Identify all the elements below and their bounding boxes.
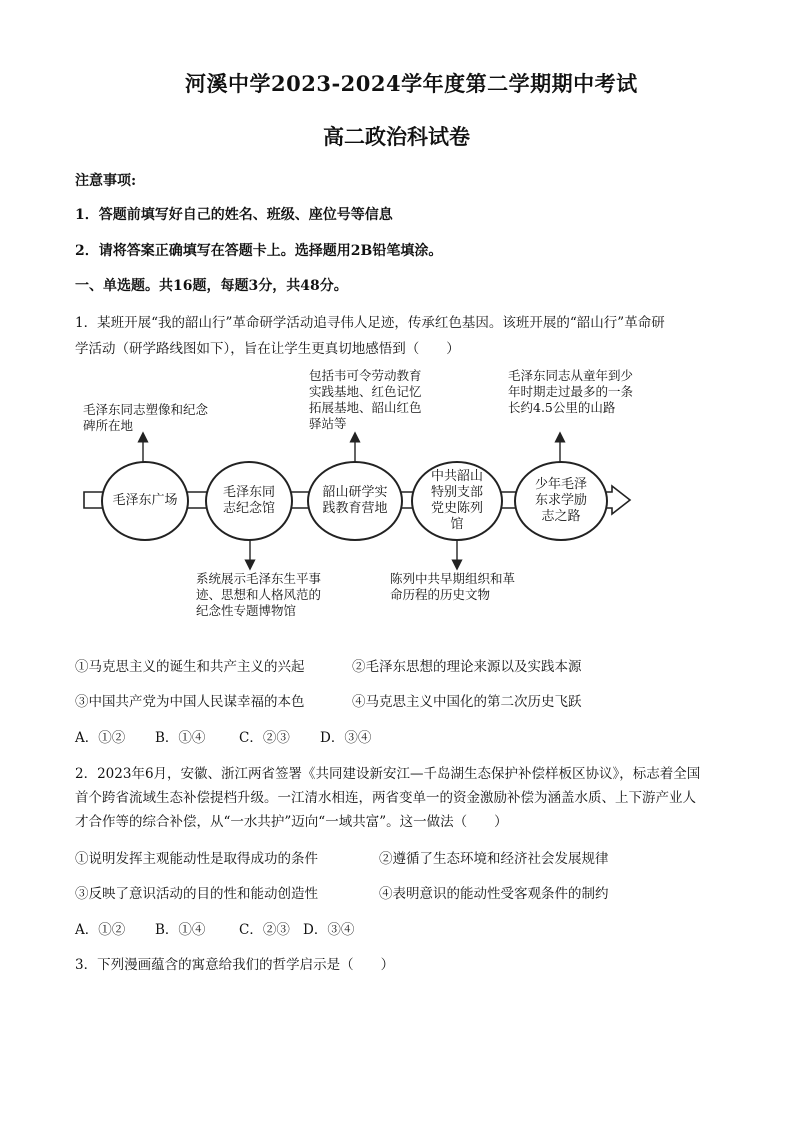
route-note: 毛泽东同志从童年到少年时期走过最多的一条长约4.5公里的山路 <box>508 368 634 415</box>
route-node-circle <box>101 461 189 541</box>
q1-choice-d[interactable]: D．③④ <box>320 730 372 746</box>
q2-option: ②遵循了生态环境和经济社会发展规律 <box>379 851 609 867</box>
route-note: 系统展示毛泽东生平事迹、思想和人格风范的纪念性专题博物馆 <box>196 571 322 618</box>
notice-heading: 注意事项: <box>75 173 137 189</box>
q1-choice-a[interactable]: A．①② <box>75 730 126 746</box>
q3-stem: 3．下列漫画蕴含的寓意给我们的哲学启示是（ ） <box>75 957 395 973</box>
q2-stem-line: 2．2023年6月，安徽、浙江两省签署《共同建设新安江—千岛湖生态保护补偿样板区协议》，标志着全国 <box>75 766 701 782</box>
exam-title: 河溪中学2023-2024学年度第二学期期中考试 <box>185 71 638 96</box>
q2-choice-b[interactable]: B．①④ <box>155 922 206 938</box>
q1-choice-c[interactable]: C．②③ <box>239 730 290 746</box>
q2-choice-c[interactable]: C．②③ <box>239 922 290 938</box>
notice-item: 2．请将答案正确填写在答题卡上。选择题用2B铅笔填涂。 <box>75 243 443 259</box>
section-heading: 一、单选题。共16题，每题3分，共48分。 <box>75 278 348 294</box>
q1-choice-b[interactable]: B．①④ <box>155 730 206 746</box>
q2-choice-a[interactable]: A．①② <box>75 922 126 938</box>
q1-option: ②毛泽东思想的理论来源以及实践本源 <box>352 659 582 675</box>
notice-item: 1．答题前填写好自己的姓名、班级、座位号等信息 <box>75 207 393 223</box>
q1-stem-line: 1．某班开展“我的韶山行”革命研学活动追寻伟人足迹，传承红色基因。该班开展的“韶山行”革命研 <box>75 315 665 331</box>
route-node-label: 韶山研学实践教育营地 <box>322 485 388 516</box>
route-node-circle <box>205 461 293 541</box>
q2-stem-line: 首个跨省流域生态补偿提档升级。一江清水相连，两省变单一的资金激励补偿为涵盖水质、上下游产业人 <box>75 790 696 806</box>
q2-stem-line: 才合作等的综合补偿，从“一水共护”迈向“一域共富”。这一做法（ ） <box>75 814 508 830</box>
route-node-label: 少年毛泽东求学励志之路 <box>534 477 587 524</box>
q2-option: ④表明意识的能动性受客观条件的制约 <box>379 886 609 902</box>
q2-option: ①说明发挥主观能动性是取得成功的条件 <box>75 851 318 867</box>
q1-option: ④马克思主义中国化的第二次历史飞跃 <box>352 694 582 710</box>
q1-stem-line: 学活动（研学路线图如下），旨在让学生更真切地感悟到（ ） <box>75 341 460 357</box>
route-node-circle <box>514 461 608 541</box>
q1-option: ①马克思主义的诞生和共产主义的兴起 <box>75 659 305 675</box>
q1-option: ③中国共产党为中国人民谋幸福的本色 <box>75 694 305 710</box>
route-note: 包括韦可令劳动教育实践基地、红色记忆拓展基地、韶山红色驿站等 <box>309 368 422 431</box>
route-node-circle <box>307 461 403 541</box>
route-node-label: 毛泽东同志纪念馆 <box>222 485 275 516</box>
route-note: 毛泽东同志塑像和纪念碑所在地 <box>83 402 209 433</box>
route-node-label: 毛泽东广场 <box>112 493 178 508</box>
exam-subtitle: 高二政治科试卷 <box>323 124 470 149</box>
q2-choice-d[interactable]: D．③④ <box>303 922 355 938</box>
q2-option: ③反映了意识活动的目的性和能动创造性 <box>75 886 318 902</box>
route-node-circle <box>411 461 503 541</box>
route-node-label: 中共韶山特别支部党史陈列馆 <box>430 469 483 532</box>
route-note: 陈列中共早期组织和革命历程的历史文物 <box>390 571 516 602</box>
